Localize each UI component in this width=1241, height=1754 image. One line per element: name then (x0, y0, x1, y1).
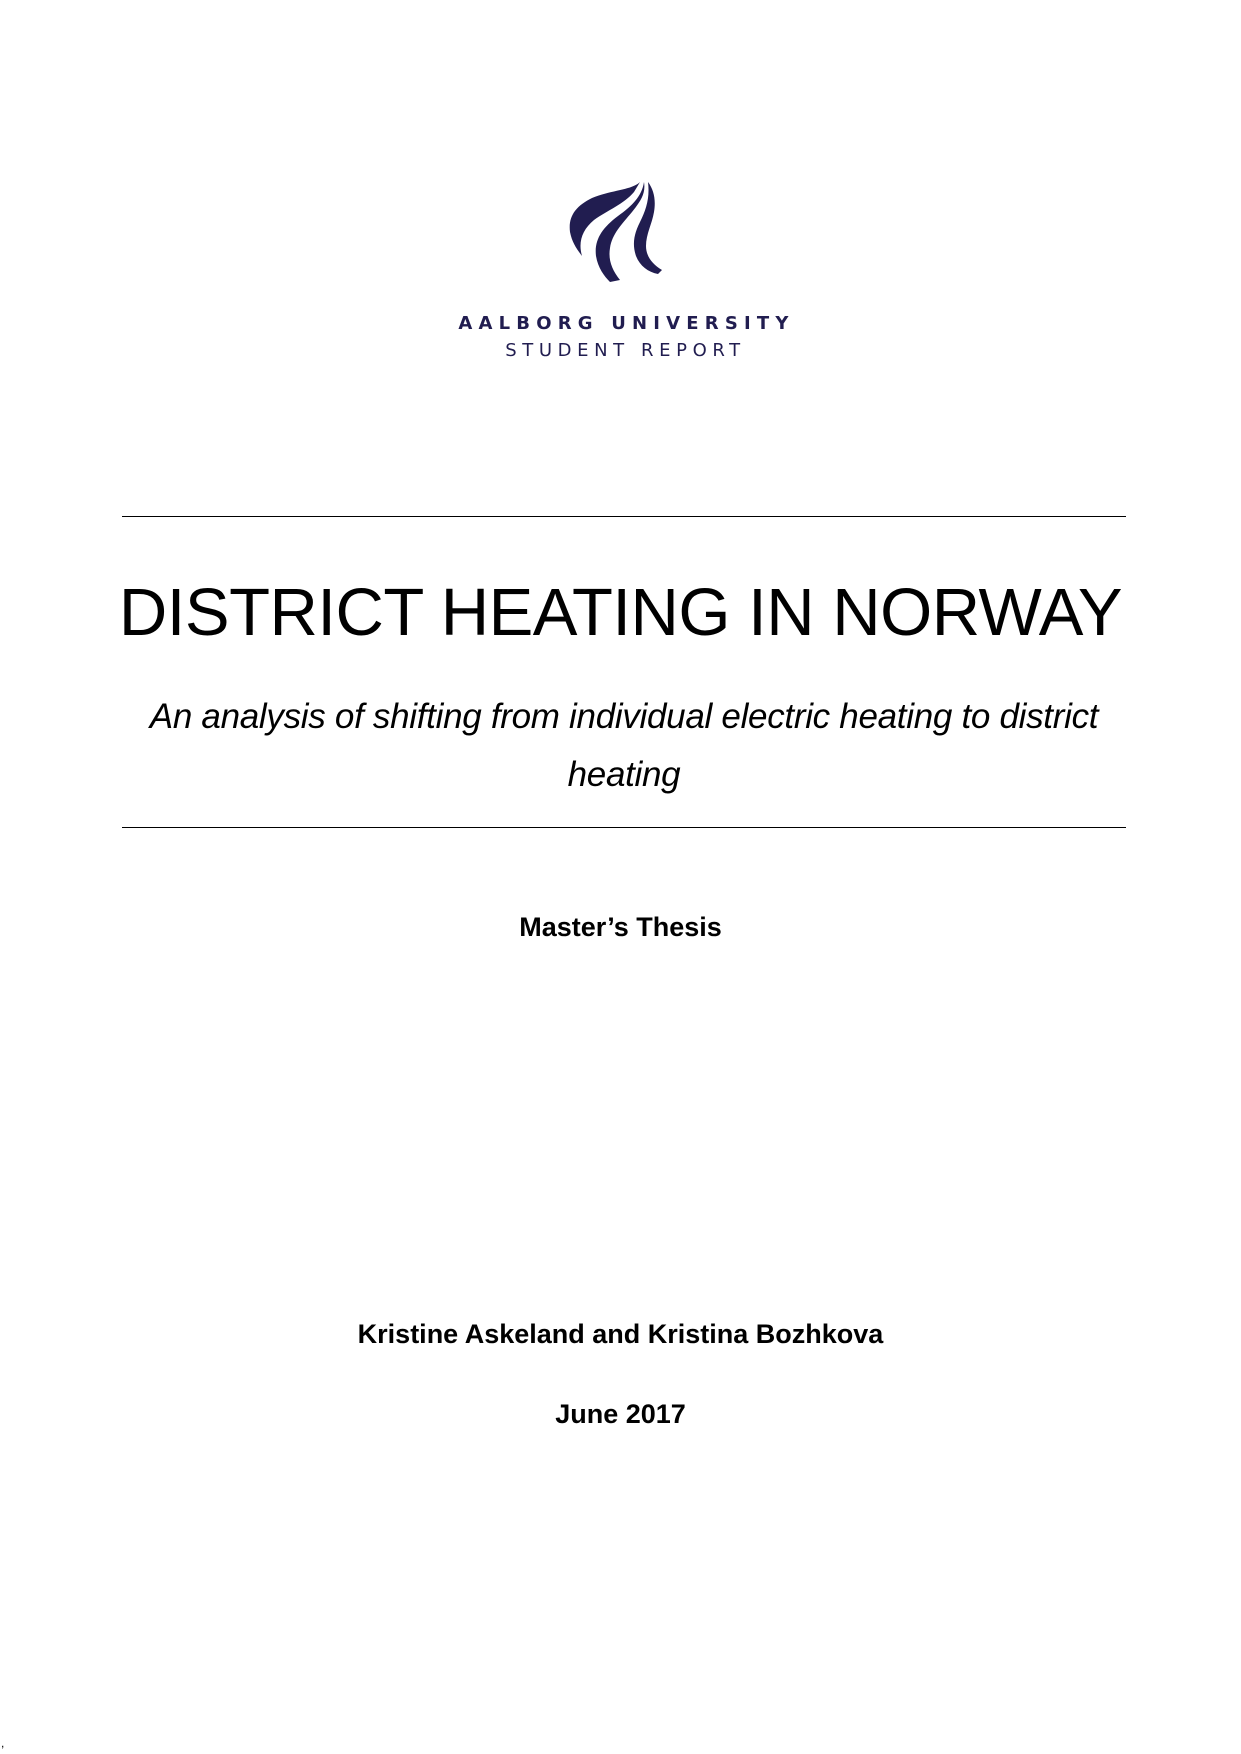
report-type-label: STUDENT REPORT (505, 340, 746, 361)
publication-date: June 2017 (555, 1399, 686, 1429)
authors: Kristine Askeland and Kristina Bozhkova (357, 1319, 884, 1349)
document-title: DISTRICT HEATING IN NORWAY (118, 575, 1123, 650)
aalborg-university-logo-icon (562, 176, 670, 284)
document-type: Master’s Thesis (519, 912, 722, 942)
bottom-divider (122, 827, 1126, 828)
university-name: AALBORG UNIVERSITY (458, 313, 795, 334)
document-subtitle: An analysis of shifting from individual electric heating to district heating (149, 697, 1099, 794)
stray-mark: , (1, 1736, 5, 1750)
top-divider (122, 516, 1126, 517)
